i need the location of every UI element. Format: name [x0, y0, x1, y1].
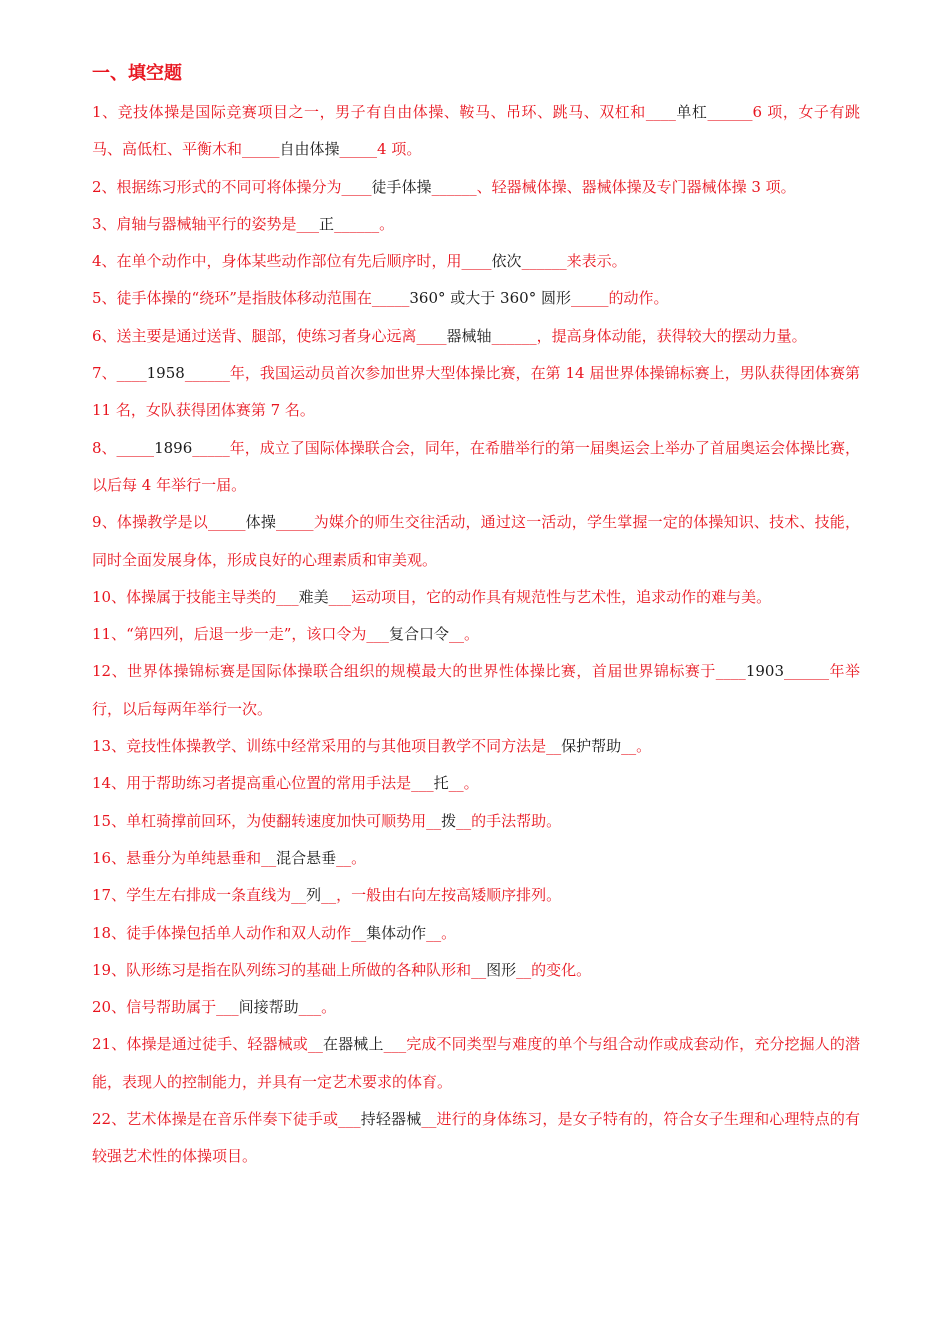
question-text: 5、徒手体操的“绕环”是指肢体移动范围在_____: [92, 289, 410, 308]
question-text: __。: [426, 923, 457, 942]
question-text: _____年，成立了国际体操联合会，同年，在希腊举行的第一届奥运会上举办了首届奥运会体操比赛，以后每 4 年举行一届。: [92, 438, 860, 494]
question-item: [92, 243, 860, 280]
answer-text: 在器械上: [322, 1035, 384, 1054]
answer-text: 集体动作: [366, 923, 427, 942]
answer-text: 持轻器械: [360, 1110, 422, 1129]
question-item: [92, 653, 860, 728]
question-item: [92, 206, 860, 243]
question-text: 11、“第四列，后退一步一走”，该口令为___: [92, 625, 389, 644]
answer-text: 自由体操: [279, 140, 340, 159]
question-item: [92, 765, 860, 802]
question-list: [92, 94, 860, 1176]
question-item: [92, 355, 860, 430]
question-text: _____4 项。: [339, 140, 422, 159]
question-item: [92, 616, 860, 653]
answer-text: 混合悬垂: [276, 848, 337, 867]
question-text: __。: [448, 774, 479, 793]
question-item: [92, 579, 860, 616]
question-text: 15、单杠骑撑前回环，为使翻转速度加快可顺势用__: [92, 811, 442, 830]
question-text: 7、____: [92, 364, 147, 383]
question-text: ______，提高身体动能，获得较大的摆动力量。: [491, 326, 807, 345]
question-text: 17、学生左右排成一条直线为__: [92, 886, 307, 905]
question-item: [92, 1101, 860, 1176]
question-text: __，一般由右向左按高矮顺序排列。: [321, 886, 562, 905]
answer-text: 器械轴: [446, 326, 492, 345]
answer-text: 1896: [154, 438, 193, 457]
answer-text: 列: [306, 886, 322, 905]
question-text: __的手法帮助。: [456, 811, 562, 830]
question-text: _____为媒介的师生交往活动，通过这一活动，学生掌握一定的体操知识、技术、技能，同时全面发展身体，形成良好的心理素质和审美观。: [92, 513, 860, 569]
question-item: [92, 280, 860, 317]
question-text: 18、徒手体操包括单人动作和双人动作__: [92, 923, 367, 942]
question-text: 20、信号帮助属于___: [92, 998, 239, 1017]
question-text: 8、_____: [92, 438, 155, 457]
question-text: __。: [336, 848, 367, 867]
answer-text: 正: [319, 214, 335, 233]
question-text: 4、在单个动作中，身体某些动作部位有先后顺序时，用____: [92, 252, 492, 271]
answer-text: 1903: [745, 662, 784, 681]
question-text: ______来表示。: [521, 252, 627, 271]
question-text: 6、送主要是通过送背、腿部，使练习者身心远离____: [92, 326, 447, 345]
question-text: ______、轻器械体操、器械体操及专门器械体操 3 项。: [431, 177, 796, 196]
question-text: __进行的身体练习，是女子特有的，符合女子生理和心理特点的有较强艺术性的体操项目。: [92, 1110, 860, 1166]
answer-text: 托: [433, 774, 449, 793]
question-text: 10、体操属于技能主导类的___: [92, 587, 299, 606]
section-title: 一、填空题: [92, 63, 182, 84]
question-item: [92, 989, 860, 1026]
answer-text: 体操: [245, 513, 277, 532]
question-text: ___运动项目，它的动作具有规范性与艺术性，追求动作的难与美。: [328, 587, 772, 606]
question-text: ______年举行，以后每两年举行一次。: [92, 662, 860, 718]
question-item: [92, 169, 860, 206]
question-item: [92, 952, 860, 989]
question-item: [92, 728, 860, 765]
question-item: [92, 504, 860, 579]
question-item: [92, 877, 860, 914]
answer-text: 间接帮助: [238, 998, 299, 1017]
document-page: [92, 58, 860, 1176]
question-text: ______年，我国运动员首次参加世界大型体操比赛，在第 14 届世界体操锦标赛上，男队获得团体赛第 11 名，女队获得团体赛第 7 名。: [92, 364, 860, 420]
question-text: 22、艺术体操是在音乐伴奏下徒手或___: [92, 1110, 361, 1129]
question-text: __。: [621, 737, 652, 756]
question-text: 14、用于帮助练习者提高重心位置的常用手法是___: [92, 774, 434, 793]
question-text: 12、世界体操锦标赛是国际体操联合组织的规模最大的世界性体操比赛，首届世界锦标赛于____: [92, 662, 746, 681]
question-text: 21、体操是通过徒手、轻器械或__: [92, 1035, 323, 1054]
question-item: [92, 430, 860, 505]
question-text: 16、悬垂分为单纯悬垂和__: [92, 848, 277, 867]
answer-text: 1958: [146, 364, 185, 383]
question-text: __。: [448, 625, 479, 644]
question-item: [92, 318, 860, 355]
answer-text: 复合口令: [388, 625, 449, 644]
question-text: ______。: [334, 214, 395, 233]
question-item: [92, 1026, 860, 1101]
answer-text: 图形: [486, 960, 517, 979]
question-text: ______6 项，女子有跳马、高低杠、平衡木和_____: [92, 103, 860, 159]
question-item: [92, 94, 860, 169]
question-item: [92, 803, 860, 840]
question-text: 9、体操教学是以_____: [92, 513, 246, 532]
question-text: ___。: [298, 998, 337, 1017]
question-text: 13、竞技性体操教学、训练中经常采用的与其他项目教学不同方法是__: [92, 737, 562, 756]
question-text: 2、根据练习形式的不同可将体操分为____: [92, 177, 372, 196]
question-text: 19、队形练习是指在队列练习的基础上所做的各种队形和__: [92, 960, 487, 979]
answer-text: 难美: [298, 587, 329, 606]
question-text: __的变化。: [516, 960, 592, 979]
answer-text: 徒手体操: [371, 177, 432, 196]
question-item: [92, 840, 860, 877]
question-text: _____的动作。: [570, 289, 669, 308]
question-item: [92, 915, 860, 952]
answer-text: 保护帮助: [561, 737, 622, 756]
question-text: 1、竞技体操是国际竞赛项目之一，男子有自由体操、鞍马、吊环、跳马、双杠和____: [92, 103, 676, 121]
answer-text: 拨: [441, 811, 457, 830]
answer-text: 单杠: [675, 103, 708, 121]
answer-text: 依次: [491, 252, 522, 271]
answer-text: 360° 或大于 360° 圆形: [409, 289, 571, 308]
question-text: ___完成不同类型与难度的单个与组合动作或成套动作，充分挖掘人的潜能，表现人的控制能力，并具有一定艺术要求的体育。: [92, 1035, 860, 1091]
question-text: 3、肩轴与器械轴平行的姿势是___: [92, 214, 320, 233]
